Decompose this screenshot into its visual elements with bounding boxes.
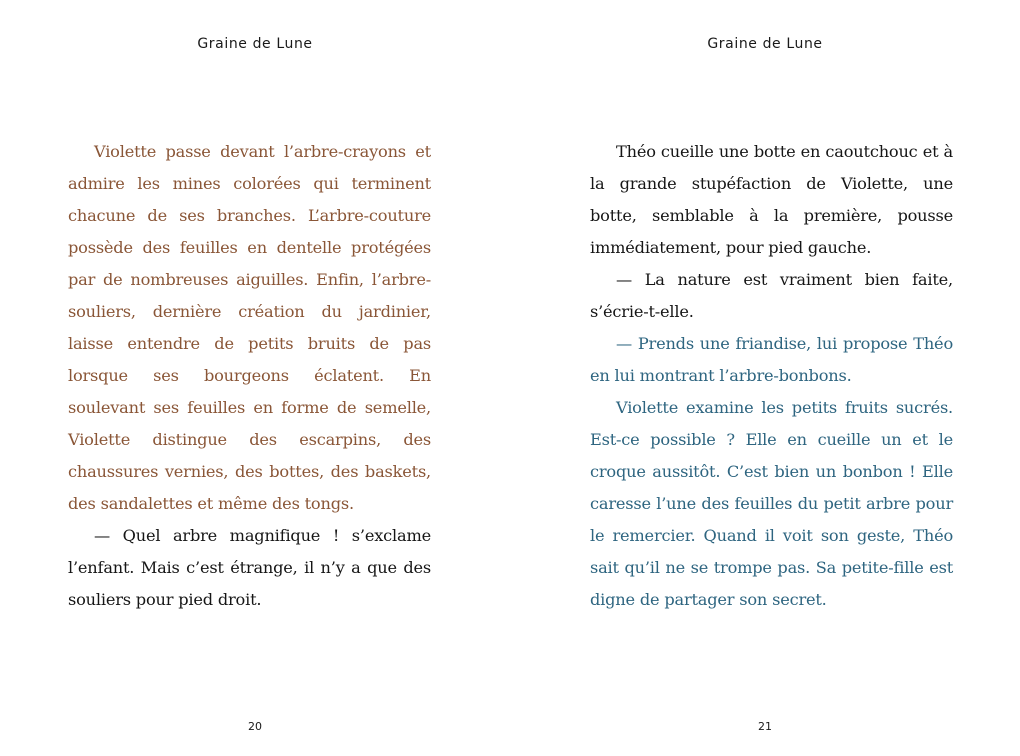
text-block-right — [590, 136, 953, 616]
paragraph-dialogue: — Prends une friandise, lui propose Théo en lui montrant l’arbre-bonbons. — [590, 334, 953, 385]
running-head-right: Graine de Lune — [707, 36, 823, 52]
page-number-left: 20 — [248, 720, 262, 733]
page-number-right: 21 — [758, 720, 772, 733]
paragraph-narration: Théo cueille une botte en caoutchouc et à la grande stupéfaction de Violette, une botte, semblable à la première, pousse immédiatement, pour pied gauche. — [590, 142, 953, 257]
right-page — [510, 0, 1020, 756]
paragraph-narration: Violette passe devant l’arbre-crayons et admire les mines colorées qui terminent chacune de ses branches. L’arbre-couture possède des feuilles en dentelle protégées par de nombreuses aiguilles. Enfin, l’arbre-souliers, dernière création du jardinier, laisse entendre de petits bruits de pas lorsque ses bourgeons éclatent. En soulevant ses feuilles en forme de semelle, Violette distingue des escarpins, des chaussures vernies, des bottes, des baskets, des sandalettes et même des tongs. — [68, 142, 431, 513]
paragraph-narration: Violette examine les petits fruits sucrés. Est-ce possible ? Elle en cueille un et le croque aussitôt. C’est bien un bonbon ! Elle caresse l’une des feuilles du petit arbre pour le remercier. Quand il voit son geste, Théo sait qu’il ne se trompe pas. Sa petite-fille est digne de partager son secret. — [590, 398, 953, 609]
text-block-left — [68, 136, 431, 616]
paragraph-dialogue: — Quel arbre magnifique ! s’exclame l’enfant. Mais c’est étrange, il n’y a que des souliers pour pied droit. — [68, 526, 431, 609]
running-head-left: Graine de Lune — [197, 36, 313, 52]
paragraph-dialogue: — La nature est vraiment bien faite, s’écrie-t-elle. — [590, 270, 953, 321]
